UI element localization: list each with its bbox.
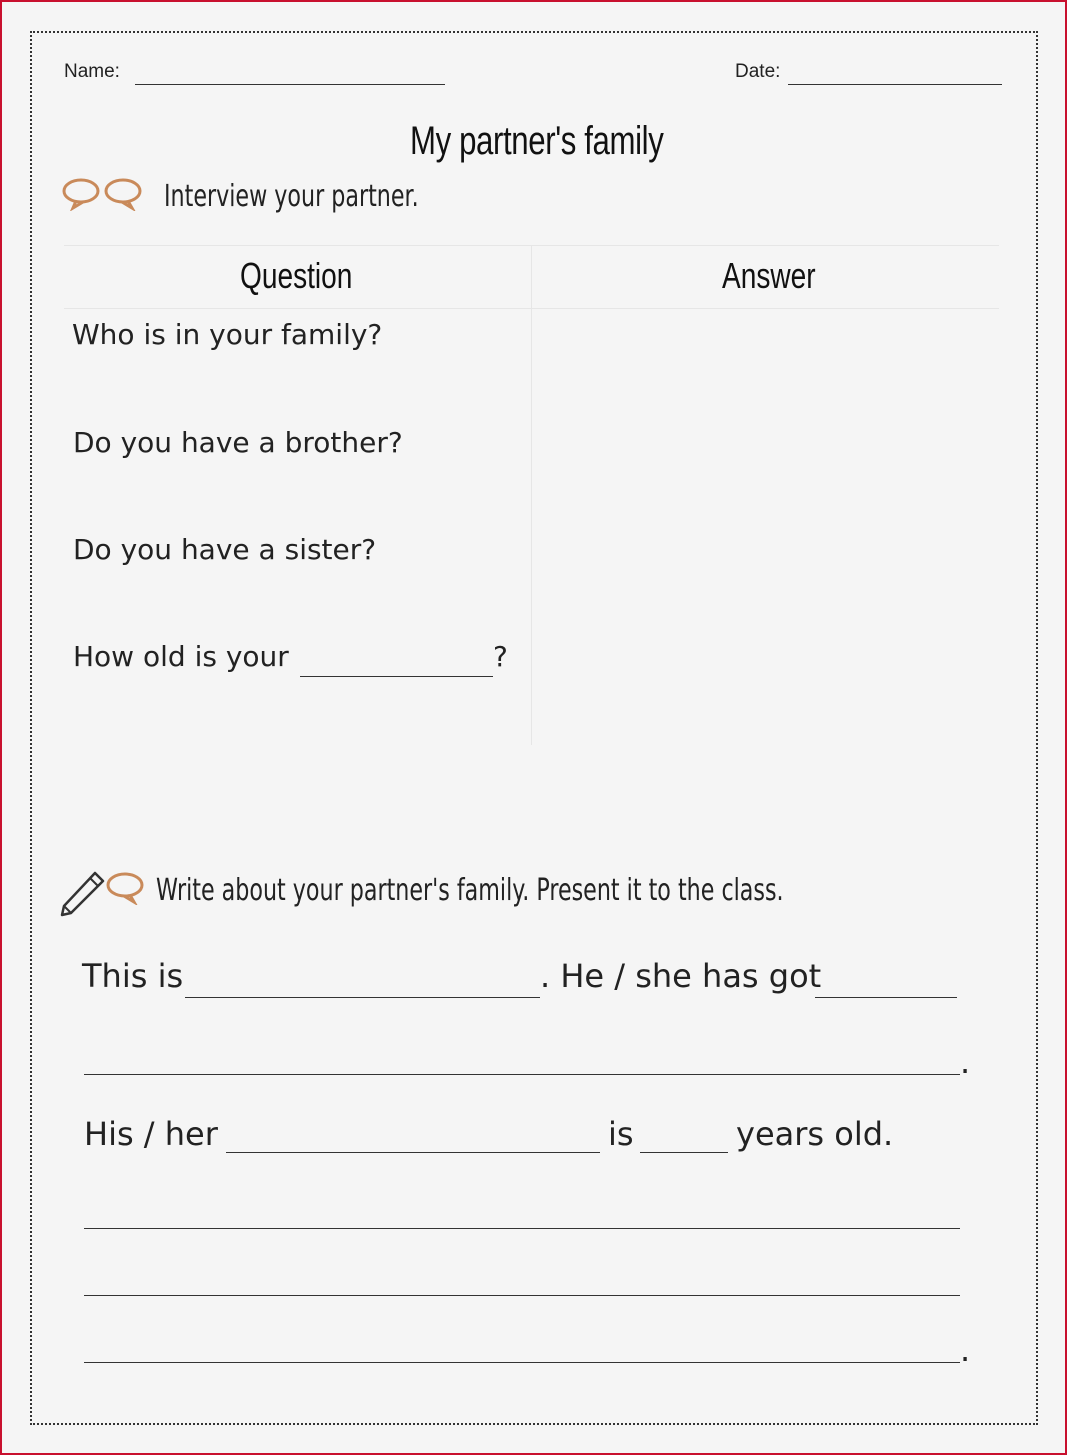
date-label: Date: — [735, 61, 781, 82]
question-2: Do you have a brother? — [73, 426, 403, 459]
name-label: Name: — [64, 61, 120, 82]
date-line[interactable] — [788, 84, 1002, 85]
question-4-blank[interactable] — [300, 676, 493, 677]
line2-period: . — [960, 1043, 971, 1081]
question-4-mark: ? — [493, 640, 508, 673]
question-1: Who is in your family? — [72, 318, 383, 351]
last-line-period: . — [960, 1331, 971, 1369]
age-blank[interactable] — [640, 1152, 728, 1153]
writing-line-2[interactable] — [84, 1074, 960, 1075]
answer-1-area[interactable] — [542, 318, 982, 398]
question-4: How old is your — [73, 640, 289, 673]
column-header-answer: Answer — [722, 255, 816, 296]
name-line[interactable] — [135, 84, 445, 85]
answer-2-area[interactable] — [542, 426, 982, 506]
speech-bubbles-icon — [62, 177, 144, 211]
worksheet — [30, 31, 1038, 1425]
column-header-question: Question — [240, 255, 353, 296]
writing-line-6[interactable] — [84, 1362, 960, 1363]
answer-4-area[interactable] — [542, 640, 982, 720]
sentence1-mid: . He / she has got — [540, 957, 822, 995]
sentence1-start: This is — [82, 957, 184, 995]
sentence3-end: years old. — [736, 1115, 894, 1153]
this-is-blank[interactable] — [185, 997, 540, 998]
table-column-divider — [531, 245, 532, 745]
has-got-blank[interactable] — [815, 997, 957, 998]
sentence3-start: His / her — [84, 1115, 218, 1153]
writing-line-4[interactable] — [84, 1228, 960, 1229]
section2-instruction: Write about your partner's family. Present it to the class. — [156, 873, 784, 908]
speech-bubble-icon — [104, 871, 146, 905]
section1-instruction: Interview your partner. — [164, 179, 419, 214]
writing-line-5[interactable] — [84, 1295, 960, 1296]
sentence3-is: is — [608, 1115, 634, 1153]
page-title: My partner's family — [410, 119, 664, 163]
his-her-blank[interactable] — [226, 1152, 600, 1153]
question-3: Do you have a sister? — [73, 533, 377, 566]
pencil-icon — [59, 869, 105, 917]
answer-3-area[interactable] — [542, 533, 982, 613]
